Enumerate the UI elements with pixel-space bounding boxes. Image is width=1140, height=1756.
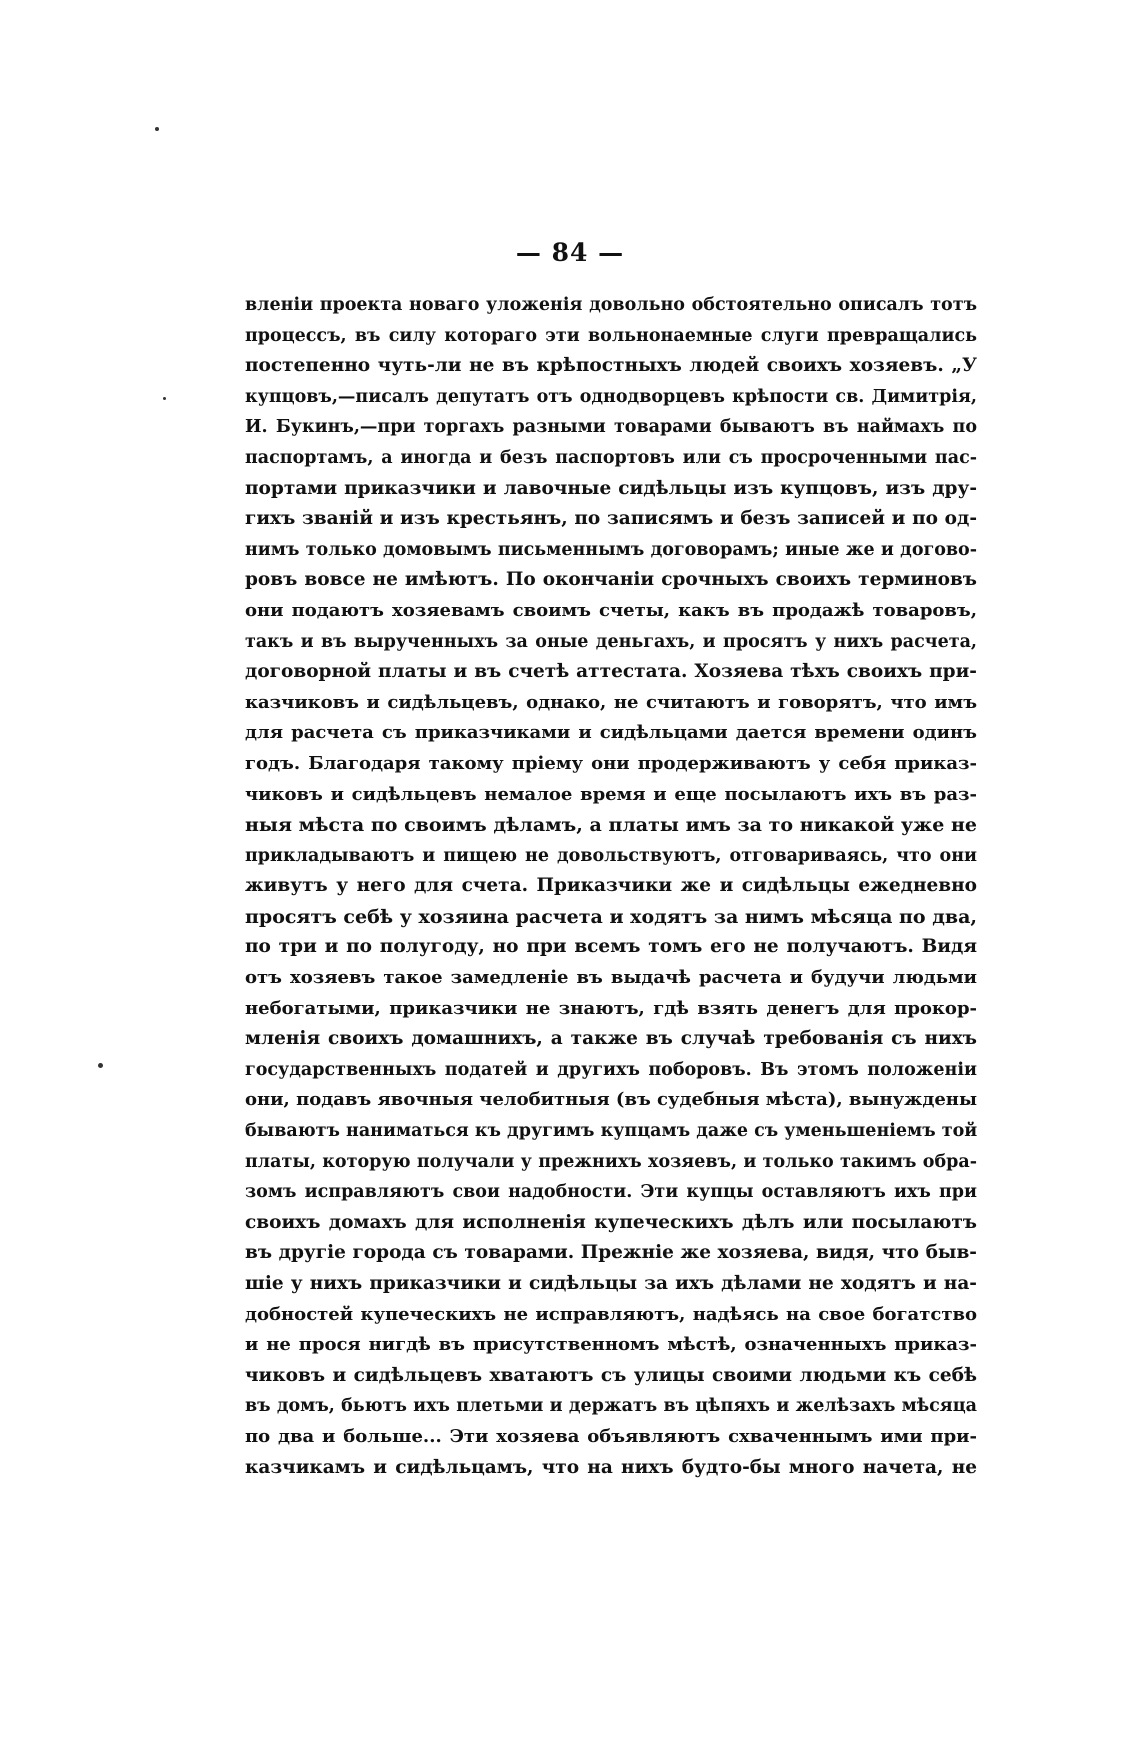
- text-line: нимъ только домовымъ письменнымъ договорамъ; иные же и догово-: [245, 539, 977, 560]
- body-text: [245, 290, 977, 1483]
- text-line: небогатыми, приказчики не знаютъ, гдѣ взять денегъ для прокор-: [245, 997, 977, 1019]
- text-line: государственныхъ податей и другихъ поборовъ. Въ этомъ положеніи: [245, 1059, 977, 1080]
- text-line: портами приказчики и лавочные сидѣльцы изъ купцовъ, изъ дру-: [245, 477, 977, 499]
- text-line: шіе у нихъ приказчики и сидѣльцы за ихъ дѣлами не ходятъ и на-: [245, 1273, 977, 1294]
- text-line: процессъ, въ силу котораго эти вольнонаемные слуги превращались: [245, 325, 977, 346]
- text-line: чиковъ и сидѣльцевъ немалое время и еще посылаютъ ихъ въ раз-: [245, 783, 977, 805]
- text-line: такъ и въ вырученныхъ за оные деньгахъ, и просятъ у нихъ расчета,: [245, 631, 977, 652]
- text-line: для расчета съ приказчиками и сидѣльцами дается времени одинъ: [245, 722, 977, 744]
- text-line: платы, которую получали у прежнихъ хозяевъ, и только такимъ обра-: [245, 1151, 977, 1172]
- scan-speck: [98, 1063, 103, 1068]
- text-line: своихъ домахъ для исполненія купеческихъ дѣлъ или посылаютъ: [245, 1211, 977, 1233]
- text-line: они подаютъ хозяевамъ своимъ счеты, какъ въ продажѣ товаровъ,: [245, 599, 977, 621]
- text-line: добностей купеческихъ не исправляютъ, надѣясь на свое богатство: [245, 1303, 977, 1325]
- text-line: мленія своихъ домашнихъ, а также въ случаѣ требованія съ нихъ: [245, 1028, 977, 1050]
- text-line: ныя мѣста по своимъ дѣламъ, а платы имъ за то никакой уже не: [245, 814, 977, 837]
- scan-speck: [163, 397, 166, 400]
- text-line: въ домъ, бьютъ ихъ плетьми и держатъ въ цѣпяхъ и желѣзахъ мѣсяца: [245, 1396, 977, 1417]
- text-line: бываютъ наниматься къ другимъ купцамъ даже съ уменьшеніемъ той: [245, 1121, 977, 1142]
- text-line: они, подавъ явочныя челобитныя (въ судебныя мѣста), вынуждены: [245, 1089, 977, 1111]
- text-line: годъ. Благодаря такому пріему они продерживаютъ у себя приказ-: [245, 752, 977, 774]
- text-line: и не прося нигдѣ въ присутственномъ мѣстѣ, означенныхъ приказ-: [245, 1334, 977, 1356]
- scan-speck: [155, 127, 159, 131]
- text-line: въ другіе города съ товарами. Прежніе же хозяева, видя, что быв-: [245, 1242, 977, 1264]
- text-line: гихъ званій и изъ крестьянъ, по записямъ и безъ записей и по од-: [245, 508, 977, 530]
- text-line: по два и больше... Эти хозяева объявляютъ схваченнымъ ими при-: [245, 1425, 977, 1447]
- text-line: ровъ вовсе не имѣютъ. По окончаніи срочныхъ своихъ терминовъ: [245, 569, 977, 591]
- text-line: живутъ у него для счета. Приказчики же и сидѣльцы ежедневно: [245, 875, 977, 897]
- page-number: — 84 —: [515, 238, 625, 267]
- text-line: И. Букинъ,—при торгахъ разными товарами бываютъ въ наймахъ по: [245, 417, 977, 438]
- text-line: купцовъ,—писалъ депутатъ отъ однодворцевъ крѣпости св. Димитрія,: [245, 386, 977, 407]
- text-line: постепенно чуть-ли не въ крѣпостныхъ людей своихъ хозяевъ. „У: [245, 355, 977, 377]
- text-line: просятъ себѣ у хозяина расчета и ходятъ за нимъ мѣсяца по два,: [245, 905, 977, 928]
- text-line: казчикамъ и сидѣльцамъ, что на нихъ будто-бы много начета, не: [245, 1456, 977, 1478]
- text-line: отъ хозяевъ такое замедленіе въ выдачѣ расчета и будучи людьми: [245, 967, 977, 989]
- text-line: вленіи проекта новаго уложенія довольно обстоятельно описалъ тотъ: [245, 295, 977, 315]
- text-line: прикладываютъ и пищею не довольствуютъ, отговариваясь, что они: [245, 845, 977, 866]
- text-line: паспортамъ, а иногда и безъ паспортовъ или съ просроченными пас-: [245, 447, 977, 468]
- text-line: по три и по полугоду, но при всемъ томъ его не получаютъ. Видя: [245, 936, 977, 958]
- text-line: договорной платы и въ счетѣ аттестата. Хозяева тѣхъ своихъ при-: [245, 661, 977, 683]
- text-line: чиковъ и сидѣльцевъ хватаютъ съ улицы своими людьми къ себѣ: [245, 1364, 977, 1386]
- text-line: зомъ исправляютъ свои надобности. Эти купцы оставляютъ ихъ при: [245, 1182, 977, 1203]
- text-line: казчиковъ и сидѣльцевъ, однако, не считаютъ и говорятъ, что имъ: [245, 691, 977, 713]
